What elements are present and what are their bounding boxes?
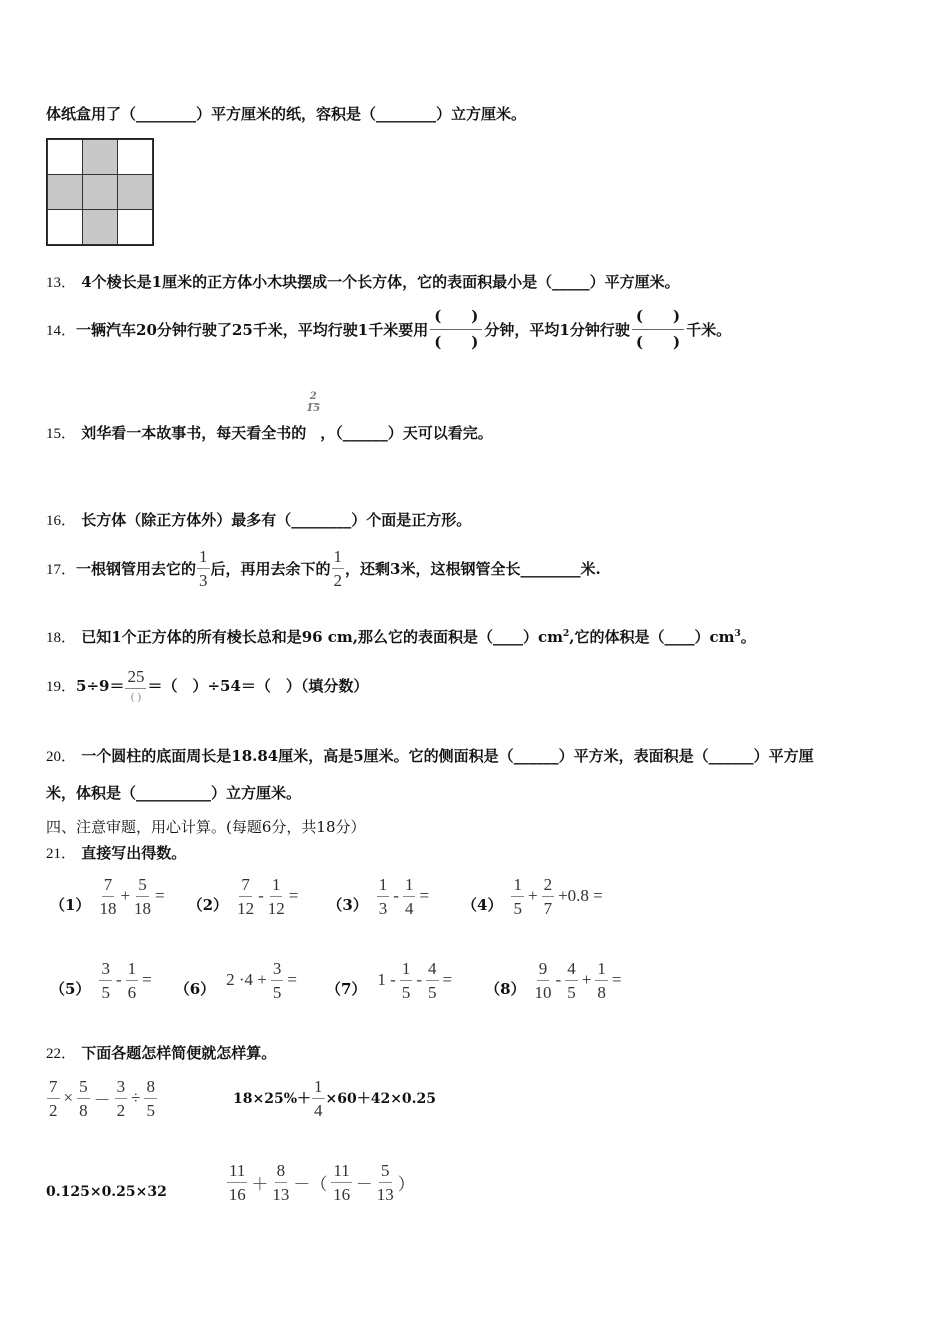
question-text-part1: 5÷9＝: [76, 676, 125, 695]
fraction-numerator: 7: [102, 876, 115, 897]
operator: =: [155, 886, 165, 905]
fraction: [272, 1162, 289, 1203]
blank-numerator: ( ): [430, 309, 482, 330]
question-16: [46, 509, 471, 530]
operator: ÷: [131, 1088, 141, 1107]
calc-item-label: （3）: [327, 895, 368, 914]
calc-item-label: （1）: [50, 895, 91, 914]
calc-item-label: （6）: [174, 979, 216, 998]
operator: －: [355, 1174, 373, 1194]
fraction: [271, 960, 284, 1001]
calc-item: [50, 876, 168, 917]
calc-row-2: [50, 956, 624, 1004]
question-number: 22．: [46, 1046, 77, 1062]
fraction-numerator: 1: [270, 876, 283, 897]
superscript: 2: [563, 629, 570, 639]
fraction-numerator: 3: [99, 960, 112, 981]
question-text: 4个棱长是1厘米的正方体小木块摆成一个长方体，它的表面积最小是（_____）平方厘米。: [81, 273, 680, 291]
fraction-denominator: ( ): [130, 690, 141, 703]
calc-item: [188, 876, 302, 917]
fraction-two-fifteenths: [306, 392, 320, 414]
question-number: 16．: [46, 513, 77, 529]
question-text: 米，体积是（__________）立方厘米。: [46, 784, 302, 802]
fraction-denominator: 5: [513, 898, 522, 918]
fraction: [535, 960, 552, 1001]
fraction-numerator: 5: [136, 876, 149, 897]
fraction: [268, 876, 285, 917]
question-20-line2: [46, 782, 301, 803]
operator: =: [442, 970, 453, 989]
question-text-part2: 后，再用去余下的: [210, 559, 331, 578]
question-13: [46, 271, 680, 292]
fraction-25-over-blank: [125, 668, 146, 703]
section-title: 四、注意审题，用心计算。(每题6分，共18分）: [46, 818, 366, 836]
fraction: [426, 960, 439, 1001]
fraction-numerator: 3: [271, 960, 284, 981]
question-number: 13．: [46, 275, 77, 291]
q-prev-line: [46, 103, 526, 124]
calc-item: [485, 960, 624, 1001]
fraction-numerator: 1: [511, 876, 524, 897]
operator: +0.8 =: [558, 886, 603, 905]
operator: +: [581, 970, 592, 989]
fraction: [403, 876, 416, 917]
grid-cell-shaded: [47, 174, 83, 210]
calc-item: [462, 876, 606, 917]
calc-item-label: （4）: [462, 895, 503, 914]
question-17: [46, 543, 601, 593]
superscript: 3: [734, 629, 741, 639]
operator: -: [393, 886, 399, 905]
question-text-part2: 分钟，平均1分钟行驶: [484, 320, 630, 339]
q-prev-text: 体纸盒用了（________）平方厘米的纸，容积是（________）立方厘米。: [46, 105, 527, 123]
operator: =: [611, 970, 622, 989]
fraction: [99, 876, 116, 917]
question-number: 14．: [46, 322, 77, 339]
operator: +: [527, 886, 538, 905]
simplify-expression-2: [233, 1074, 436, 1122]
question-title: 直接写出得数。: [81, 844, 187, 862]
fraction: [511, 876, 524, 917]
operator: ）: [397, 1174, 415, 1194]
question-text: 一个圆柱的底面周长是18.84厘米，高是5厘米。它的侧面积是（______）平方米，表面积是（______）平方厘: [81, 747, 814, 765]
question-number: 17．: [46, 561, 77, 578]
question-text-part1: 刘华看一本故事书，每天看全书的: [81, 424, 307, 442]
simplify-expression-1: [46, 1074, 158, 1122]
question-text-part3: 。: [740, 628, 756, 646]
expr-part: 18×25%＋: [233, 1091, 311, 1107]
operator: =: [288, 886, 299, 905]
fraction: [227, 1162, 247, 1203]
grid-cell-shaded: [82, 139, 118, 175]
operator: =: [142, 970, 152, 989]
fraction-denominator: 10: [534, 982, 552, 1002]
operator: -: [115, 970, 122, 989]
operator: 2 ·4 +: [226, 970, 267, 989]
blank-denominator: ( ): [635, 332, 681, 351]
operator: ＋: [251, 1174, 269, 1194]
question-text-part1: 一根钢管用去它的: [76, 559, 197, 578]
blank-fraction-1: [430, 306, 482, 351]
calc-item-label: （7）: [325, 979, 367, 998]
fraction-denominator: 2: [333, 570, 343, 590]
fraction: [144, 1078, 157, 1119]
operator: ×: [63, 1088, 74, 1107]
fraction-denominator: 16: [228, 1184, 246, 1204]
blank-fraction-2: [632, 306, 684, 351]
fraction-denominator: 5: [428, 982, 437, 1002]
operator: =: [419, 886, 430, 905]
section-4-heading: [46, 816, 366, 837]
question-text-part2: ,它的体积是（____）cm: [569, 628, 735, 646]
fraction-denominator: 2: [49, 1100, 58, 1120]
grid-cell: [117, 209, 153, 245]
question-text-part1: 已知1个正方体的所有棱长总和是96 cm,那么它的表面积是（____）cm: [81, 628, 564, 646]
fraction-denominator: 18: [99, 898, 117, 918]
fraction-numerator: 5: [379, 1162, 392, 1183]
question-19: [46, 660, 368, 710]
question-title: 下面各题怎样简便就怎样算。: [81, 1044, 277, 1062]
question-number: 15．: [46, 426, 77, 442]
fraction-one-half: [332, 548, 345, 589]
fraction: [237, 876, 254, 917]
fraction-numerator: 9: [537, 960, 550, 981]
fraction-one-quarter: [312, 1078, 325, 1119]
fraction-denominator: 5: [272, 982, 282, 1002]
operator: -: [258, 886, 264, 905]
operator: =: [287, 970, 297, 989]
operator: －: [93, 1090, 111, 1110]
fraction-denominator: 12: [267, 898, 285, 918]
calc-item: [326, 960, 455, 1001]
question-text-part3: 千米。: [686, 320, 732, 339]
grid-cell-shaded: [82, 209, 118, 245]
fraction-denominator: 4: [314, 1100, 323, 1120]
calc-row-1: [50, 872, 606, 920]
fraction-numerator: 4: [426, 960, 439, 981]
fraction-denominator: 2: [116, 1100, 126, 1120]
expr-part: ×60＋42×0.25: [325, 1091, 437, 1107]
fraction-numerator: 1: [126, 960, 139, 981]
fraction-denominator: 3: [199, 570, 208, 590]
operator: -: [416, 970, 423, 989]
fraction-denominator: 3: [378, 898, 388, 918]
question-text: 长方体（除正方体外）最多有（________）个面是正方形。: [81, 511, 472, 529]
question-21: [46, 842, 186, 863]
operator: －（: [293, 1174, 328, 1194]
fraction-denominator: 18: [134, 898, 152, 918]
calc-item: [50, 960, 155, 1001]
grid-cell-shaded: [117, 174, 153, 210]
fraction: [377, 1162, 394, 1203]
question-number: 20．: [46, 749, 77, 765]
question-18: [46, 626, 756, 647]
fraction: [134, 876, 151, 917]
calc-item: [327, 876, 432, 917]
grid-cell-shaded: [82, 174, 118, 210]
fraction-numerator: 1: [197, 548, 210, 569]
fraction-numerator: 1: [400, 960, 413, 981]
calc-item-label: （8）: [485, 979, 526, 998]
fraction-numerator: 1: [595, 960, 608, 981]
fraction: [400, 960, 413, 1001]
question-number: 21．: [46, 846, 77, 862]
fraction-denominator: 8: [597, 982, 606, 1002]
calc-item-label: （5）: [50, 979, 91, 998]
fraction: [377, 876, 390, 917]
question-number: 18．: [46, 630, 77, 646]
fraction: [331, 1162, 351, 1203]
fraction: [595, 960, 608, 1001]
fraction-denominator: 5: [101, 982, 110, 1002]
operator: +: [120, 886, 131, 905]
fraction: [115, 1078, 128, 1119]
fraction-numerator: 7: [239, 876, 252, 897]
fraction-one-third: [197, 548, 210, 589]
fraction: [47, 1078, 60, 1119]
fraction-numerator: 1: [403, 876, 416, 897]
calc-item: [175, 960, 300, 1001]
question-number: 19．: [46, 678, 77, 695]
cube-net-figure: [46, 138, 154, 246]
fraction: [542, 876, 555, 917]
fraction-numerator: 8: [275, 1162, 288, 1183]
calc-item-label: （2）: [187, 895, 229, 914]
fraction: [99, 960, 112, 1001]
fraction-numerator: 5: [77, 1078, 90, 1099]
fraction-denominator: 16: [333, 1184, 351, 1204]
fraction-denominator: 13: [272, 1184, 290, 1204]
fraction-denominator: 5: [401, 982, 411, 1002]
fraction-numerator: 1: [312, 1078, 325, 1099]
fraction-numerator: 2: [309, 391, 317, 402]
question-15: [46, 391, 493, 444]
fraction-numerator: 3: [115, 1078, 128, 1099]
fraction-numerator: 4: [565, 960, 578, 981]
grid-cell: [47, 209, 83, 245]
question-text-part2: ，（______）天可以看完。: [320, 424, 493, 442]
blank-denominator: ( ): [434, 332, 479, 351]
fraction-numerator: 25: [125, 668, 146, 689]
fraction-denominator: 7: [543, 898, 553, 918]
fraction-denominator: 15: [306, 403, 321, 414]
grid-cell: [117, 139, 153, 175]
fraction-numerator: 2: [542, 876, 555, 897]
operator: -: [555, 970, 562, 989]
fraction-denominator: 6: [127, 982, 137, 1002]
fraction-denominator: 5: [567, 982, 576, 1002]
fraction-denominator: 8: [79, 1100, 88, 1120]
question-14: [46, 303, 731, 355]
grid-cell: [47, 139, 83, 175]
expr-text: 0.125×0.25×32: [46, 1184, 167, 1200]
question-22: [46, 1042, 276, 1063]
fraction-numerator: 7: [47, 1078, 60, 1099]
blank-numerator: ( ): [632, 309, 684, 330]
fraction-denominator: 4: [404, 898, 414, 918]
fraction-numerator: 11: [227, 1162, 247, 1183]
question-text-part3: ，还剩3米，这根钢管全长________米.: [345, 559, 601, 578]
fraction-denominator: 12: [237, 898, 255, 918]
fraction-numerator: 8: [144, 1078, 157, 1099]
fraction-numerator: 11: [331, 1162, 351, 1183]
fraction-denominator: 5: [146, 1100, 155, 1120]
operator: 1 -: [377, 970, 396, 989]
question-20-line1: [46, 745, 814, 766]
fraction-numerator: 1: [332, 548, 345, 569]
question-text-part1: 一辆汽车20分钟行驶了25千米，平均行驶1千米要用: [76, 320, 429, 339]
fraction-numerator: 1: [377, 876, 390, 897]
fraction: [126, 960, 139, 1001]
fraction: [77, 1078, 90, 1119]
simplify-expression-3: [46, 1184, 167, 1200]
question-text-part2: ＝（ ）÷54＝（ ）（填分数）: [147, 676, 369, 695]
fraction-denominator: 13: [376, 1184, 394, 1204]
simplify-expression-4: [226, 1158, 418, 1206]
fraction: [565, 960, 578, 1001]
